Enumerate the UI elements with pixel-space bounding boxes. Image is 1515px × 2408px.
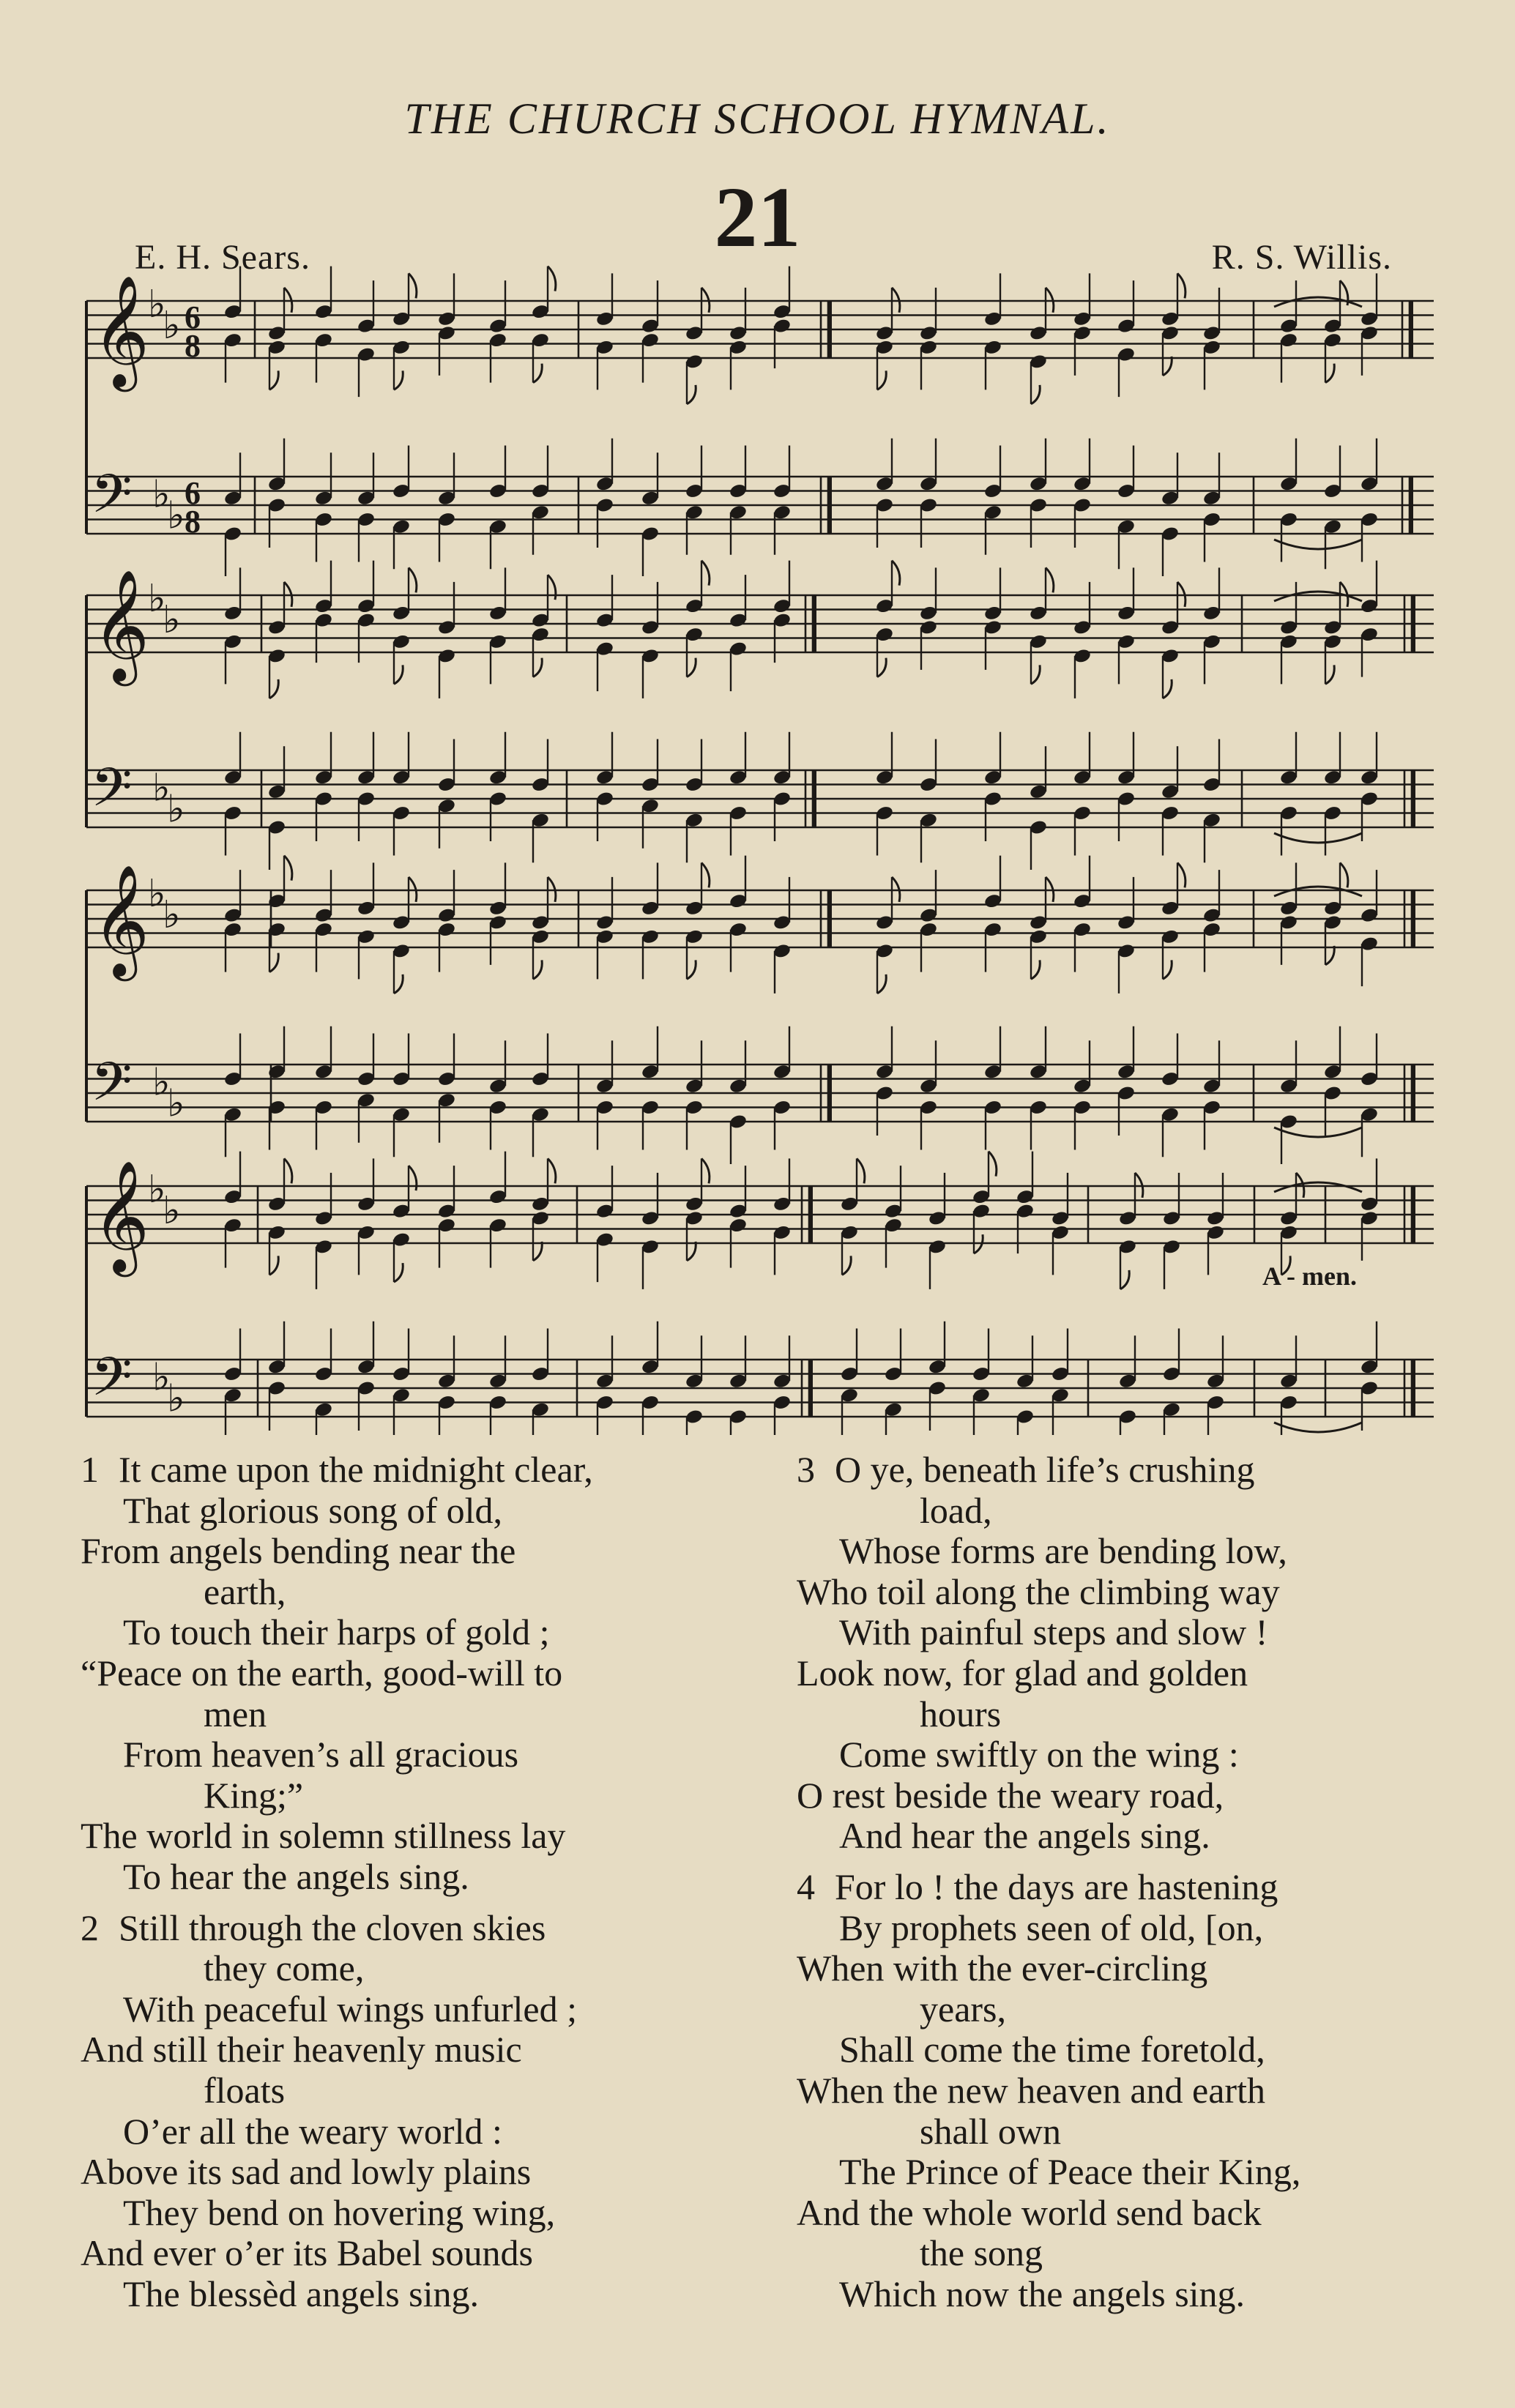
verse-line: [81, 1908, 747, 1949]
verse-text: Shall come the time foretold,: [839, 2029, 1265, 2070]
key-flat: ♭: [148, 576, 166, 621]
tie: [1274, 1182, 1362, 1192]
note-flag: [892, 561, 900, 586]
note-flag: [1163, 679, 1172, 698]
verse-text: When with the ever-circling: [797, 1947, 1208, 1989]
note-flag: [1325, 665, 1334, 684]
verse-line: [81, 1572, 747, 1613]
key-flat: ♭: [163, 1189, 181, 1233]
verse-line: [81, 1694, 747, 1735]
verse-line: [81, 1612, 747, 1653]
verse-line: [81, 2070, 747, 2111]
verse-text: To hear the angels sing.: [123, 1855, 469, 1897]
key-flat: ♭: [163, 304, 181, 348]
stanza: [81, 1908, 747, 2315]
verse-line: [81, 1653, 747, 1694]
verse-line: [81, 1816, 747, 1857]
note-flag: [269, 370, 278, 389]
verse-text: And hear the angels sing.: [839, 1815, 1210, 1857]
note-flag: [1325, 364, 1334, 383]
stanza-number: 2: [81, 1906, 99, 1948]
music-composer: R. S. Willis.: [1211, 238, 1392, 277]
note-flag: [394, 974, 403, 994]
note-flag: [1325, 946, 1334, 965]
verse-text: With painful steps and slow !: [839, 1611, 1268, 1653]
note-flag: [269, 953, 278, 972]
verse-line: [797, 2152, 1434, 2193]
tie: [1274, 833, 1362, 843]
running-title: THE CHURCH SCHOOL HYMNAL.: [404, 94, 1111, 143]
verse-line: [797, 1989, 1434, 2030]
verse-text: And the whole world send back: [797, 2191, 1262, 2233]
verse-text: O rest beside the weary road,: [797, 1774, 1224, 1816]
verse-text: By prophets seen of old, [on,: [839, 1906, 1264, 1948]
note-flag: [701, 561, 710, 586]
verse-text: hours: [920, 1693, 1002, 1734]
bass-clef: 𝄢: [91, 756, 133, 832]
verse-text: Who toil along the climbing way: [797, 1570, 1280, 1612]
verse-text: King;”: [204, 1774, 304, 1816]
verse-line: [797, 2233, 1434, 2274]
tie: [1274, 1127, 1362, 1137]
verse-line: [797, 1450, 1434, 1491]
note-flag: [394, 370, 403, 389]
verse-line: [797, 2029, 1434, 2070]
verse-line: [81, 1734, 747, 1775]
key-flat: ♭: [163, 893, 181, 937]
note-flag: [1046, 567, 1054, 592]
note-flag: [533, 1242, 542, 1261]
verse-line: [81, 1857, 747, 1898]
verse-line: [797, 1816, 1434, 1857]
stanza: [797, 1450, 1434, 1857]
verse-line: [81, 1948, 747, 1989]
verse-line: [81, 1531, 747, 1572]
verse-text: Which now the angels sing.: [839, 2273, 1246, 2314]
treble-clef: 𝄞: [92, 1160, 150, 1272]
verse-line: [797, 1572, 1434, 1613]
verse-line: [81, 2152, 747, 2193]
note-flag: [533, 364, 542, 383]
note-flag: [548, 1158, 556, 1183]
stanza-number: 1: [81, 1449, 99, 1490]
note-flag: [269, 679, 278, 698]
note-flag: [284, 1158, 292, 1183]
note-flag: [548, 266, 556, 291]
verse-line: [797, 1908, 1434, 1949]
bass-clef: 𝄢: [91, 1050, 133, 1126]
verse-line: [797, 2070, 1434, 2111]
treble-clef: 𝄞: [92, 275, 150, 387]
verse-text: The world in solemn stillness lay: [81, 1815, 566, 1857]
verses-column-left: [81, 1450, 747, 2325]
verse-text: Come swiftly on the wing :: [839, 1734, 1239, 1775]
key-flat: ♭: [167, 1081, 185, 1126]
verse-text: And still their heavenly music: [81, 2029, 522, 2070]
verse-text: years,: [920, 1988, 1006, 2029]
note-flag: [1340, 862, 1348, 887]
verse-text: From heaven’s all gracious: [123, 1734, 519, 1775]
note-flag: [842, 1256, 851, 1275]
stanza: [81, 1450, 747, 1898]
verse-line: [797, 1491, 1434, 1532]
verse-text: Whose forms are bending low,: [839, 1530, 1287, 1572]
note-flag: [394, 1263, 403, 1282]
verse-text: O ye, beneath life’s crushing: [835, 1449, 1255, 1490]
verse-line: [797, 1775, 1434, 1816]
note-flag: [857, 1158, 865, 1183]
amen-label: A - men.: [1262, 1261, 1357, 1291]
verse-text: For lo ! the days are hastening: [835, 1865, 1278, 1907]
verse-line: [81, 2274, 747, 2315]
verse-text: The blessèd angels sing.: [123, 2273, 480, 2314]
note-flag: [877, 658, 886, 677]
key-flat: ♭: [152, 766, 171, 810]
verse-text: It came upon the midnight clear,: [119, 1449, 593, 1490]
treble-clef: 𝄞: [92, 864, 150, 977]
note-flag: [1031, 960, 1040, 979]
bass-clef: 𝄢: [91, 462, 133, 538]
verse-text: O’er all the weary world :: [123, 2110, 502, 2152]
verses-column-right: [797, 1450, 1434, 2325]
note-flag: [1031, 665, 1040, 684]
verse-text: the song: [920, 2232, 1043, 2274]
note-flag: [1163, 357, 1172, 376]
note-flag: [701, 1158, 710, 1183]
key-flat: ♭: [167, 1376, 185, 1421]
key-flat: ♭: [167, 493, 185, 538]
note-flag: [409, 567, 417, 592]
note-flag: [394, 665, 403, 684]
verse-line: [797, 2274, 1434, 2315]
note-flag: [533, 658, 542, 677]
verse-line: [797, 1948, 1434, 1989]
key-flat: ♭: [148, 282, 166, 327]
words-author: E. H. Sears.: [135, 238, 310, 277]
verse-text: load,: [920, 1489, 992, 1531]
note-flag: [269, 1256, 278, 1275]
verse-line: [797, 2193, 1434, 2234]
stanza-number: 4: [797, 1865, 815, 1907]
key-flat: ♭: [148, 871, 166, 916]
verse-line: [81, 1450, 747, 1491]
note-flag: [877, 974, 886, 994]
key-flat: ♭: [148, 1167, 166, 1212]
verse-text: And ever o’er its Babel sounds: [81, 2232, 533, 2274]
verse-text: That glorious song of old,: [123, 1489, 503, 1531]
note-flag: [687, 385, 696, 404]
treble-clef: 𝄞: [92, 569, 150, 682]
verse-line: [797, 2111, 1434, 2152]
verse-text: men: [204, 1693, 267, 1734]
note-flag: [409, 273, 417, 298]
verse-line: [81, 2233, 747, 2274]
key-flat: ♭: [163, 598, 181, 642]
verse-text: When the new heaven and earth: [797, 2069, 1265, 2111]
key-flat: ♭: [167, 787, 185, 832]
note-flag: [1177, 273, 1185, 298]
bass-clef: 𝄢: [91, 1345, 133, 1421]
note-flag: [877, 370, 886, 389]
time-signature-bottom: 8: [185, 504, 201, 540]
verse-line: [81, 1491, 747, 1532]
verse-line: [797, 1653, 1434, 1694]
key-flat: ♭: [152, 1355, 171, 1400]
note-flag: [989, 1152, 997, 1177]
verse-line: [797, 1734, 1434, 1775]
verse-text: Still through the cloven skies: [119, 1906, 546, 1948]
note-flag: [533, 960, 542, 979]
note-flag: [687, 1242, 696, 1261]
verse-line: [81, 2193, 747, 2234]
verse-text: The Prince of Peace their King,: [839, 2151, 1301, 2193]
tie: [1274, 887, 1362, 896]
time-signature-bottom: 8: [185, 328, 201, 364]
note-flag: [687, 960, 696, 979]
verse-line: [797, 1531, 1434, 1572]
verse-text: Look now, for glad and golden: [797, 1652, 1248, 1693]
verse-line: [797, 1694, 1434, 1735]
note-flag: [1177, 862, 1185, 887]
key-flat: ♭: [152, 1060, 171, 1105]
verse-text: they come,: [204, 1947, 365, 1989]
verse-line: [797, 1867, 1434, 1908]
verse-text: floats: [204, 2069, 286, 2111]
verse-text: earth,: [204, 1570, 286, 1612]
verse-text: shall own: [920, 2110, 1062, 2152]
tie: [1274, 540, 1362, 549]
time-signature-top: 6: [185, 475, 201, 511]
hymn-number: 21: [714, 169, 801, 265]
note-flag: [687, 658, 696, 677]
verse-text: They bend on hovering wing,: [123, 2191, 556, 2233]
key-flat: ♭: [152, 472, 171, 517]
note-flag: [284, 856, 292, 881]
tie: [1274, 1423, 1362, 1432]
note-flag: [1163, 960, 1172, 979]
verse-line: [81, 2111, 747, 2152]
note-flag: [1120, 1270, 1129, 1289]
stanza: [797, 1867, 1434, 2315]
note-flag: [1031, 385, 1040, 404]
verse-text: “Peace on the earth, good-will to: [81, 1652, 563, 1693]
verse-text: Above its sad and lowly plains: [81, 2151, 532, 2193]
stanza-number: 3: [797, 1449, 815, 1490]
verse-line: [81, 1989, 747, 2030]
note-flag: [701, 862, 710, 887]
verse-line: [797, 1612, 1434, 1653]
verse-text: From angels bending near the: [81, 1530, 516, 1572]
verse-line: [81, 2029, 747, 2070]
time-signature-top: 6: [185, 299, 201, 335]
verse-text: To touch their harps of gold ;: [123, 1611, 550, 1653]
verse-text: With peaceful wings unfurled ;: [123, 1988, 578, 2029]
verse-line: [81, 1775, 747, 1816]
